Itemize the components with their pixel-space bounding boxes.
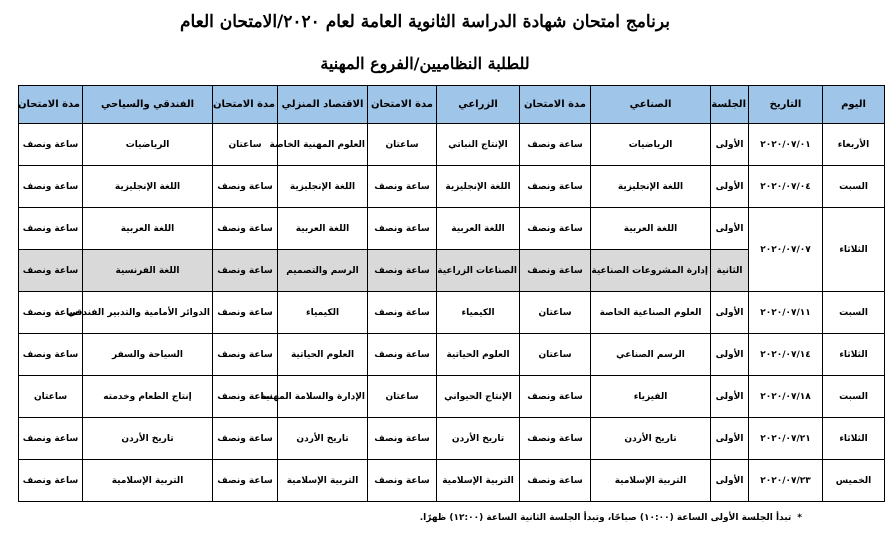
header-agricultural: الزراعي (437, 86, 520, 124)
table-row (19, 376, 885, 418)
hotel-subject: التربية الإسلامية (83, 460, 213, 502)
home-economics-subject: العلوم المهنية الخاصة (278, 124, 368, 166)
session-cell: الأولى (711, 376, 749, 418)
agricultural-subject: اللغة الإنجليزية (437, 166, 520, 208)
agricultural-subject: الصناعات الزراعية (437, 250, 520, 292)
agricultural-duration: ساعتان (368, 376, 437, 418)
day-cell: الأربعاء (823, 124, 885, 166)
date-cell: ٢٠٢٠/٠٧/٠١ (749, 124, 823, 166)
day-cell: الثلاثاء (823, 418, 885, 460)
industrial-duration: ساعة ونصف (520, 250, 591, 292)
home-economics-subject: الكيمياء (278, 292, 368, 334)
header-duration: مدة الامتحان (19, 86, 83, 124)
industrial-subject: العلوم الصناعية الخاصة (591, 292, 711, 334)
hotel-subject: اللغة الإنجليزية (83, 166, 213, 208)
hotel-duration: ساعة ونصف (19, 334, 83, 376)
industrial-subject: التربية الإسلامية (591, 460, 711, 502)
day-cell: الثلاثاء (823, 334, 885, 376)
hotel-duration: ساعة ونصف (19, 208, 83, 250)
table-row (19, 334, 885, 376)
hotel-duration: ساعة ونصف (19, 292, 83, 334)
date-cell: ٢٠٢٠/٠٧/٠٧ (749, 208, 823, 292)
session-cell: الأولى (711, 460, 749, 502)
date-cell: ٢٠٢٠/٠٧/١٨ (749, 376, 823, 418)
date-cell: ٢٠٢٠/٠٧/٠٤ (749, 166, 823, 208)
industrial-subject: إدارة المشروعات الصناعية (591, 250, 711, 292)
home-economics-duration: ساعة ونصف (213, 166, 278, 208)
hotel-subject: إنتاج الطعام وخدمته (83, 376, 213, 418)
agricultural-subject: العلوم الحياتية (437, 334, 520, 376)
hotel-subject: اللغة الفرنسية (83, 250, 213, 292)
agricultural-duration: ساعة ونصف (368, 460, 437, 502)
industrial-duration: ساعة ونصف (520, 124, 591, 166)
header-day: اليوم (823, 86, 885, 124)
home-economics-duration: ساعة ونصف (213, 418, 278, 460)
agricultural-subject: التربية الإسلامية (437, 460, 520, 502)
hotel-duration: ساعة ونصف (19, 250, 83, 292)
hotel-duration: ساعة ونصف (19, 460, 83, 502)
agricultural-duration: ساعة ونصف (368, 166, 437, 208)
table-row (19, 460, 885, 502)
date-cell: ٢٠٢٠/٠٧/٢٣ (749, 460, 823, 502)
session-cell: الأولى (711, 334, 749, 376)
hotel-subject: الدوائر الأمامية والتدبير الفندقي (83, 292, 213, 334)
home-economics-subject: العلوم الحياتية (278, 334, 368, 376)
day-cell: السبت (823, 376, 885, 418)
table-row (19, 208, 885, 250)
header-duration: مدة الامتحان (213, 86, 278, 124)
home-economics-duration: ساعة ونصف (213, 208, 278, 250)
home-economics-duration: ساعتان (213, 124, 278, 166)
session-cell: الأولى (711, 418, 749, 460)
hotel-duration: ساعة ونصف (19, 124, 83, 166)
industrial-duration: ساعة ونصف (520, 208, 591, 250)
date-cell: ٢٠٢٠/٠٧/١٤ (749, 334, 823, 376)
session-cell: الأولى (711, 124, 749, 166)
home-economics-duration: ساعة ونصف (213, 250, 278, 292)
table-row (19, 166, 885, 208)
industrial-subject: الفيزياء (591, 376, 711, 418)
agricultural-subject: الإنتاج الحيواني (437, 376, 520, 418)
home-economics-subject: اللغة العربية (278, 208, 368, 250)
home-economics-duration: ساعة ونصف (213, 292, 278, 334)
industrial-duration: ساعتان (520, 292, 591, 334)
home-economics-subject: الإدارة والسلامة المهنية (278, 376, 368, 418)
header-session: الجلسة (711, 86, 749, 124)
hotel-subject: اللغة العربية (83, 208, 213, 250)
industrial-duration: ساعة ونصف (520, 376, 591, 418)
hotel-subject: تاريخ الأردن (83, 418, 213, 460)
home-economics-subject: تاريخ الأردن (278, 418, 368, 460)
header-duration: مدة الامتحان (520, 86, 591, 124)
agricultural-duration: ساعة ونصف (368, 292, 437, 334)
hotel-duration: ساعتان (19, 376, 83, 418)
industrial-subject: تاريخ الأردن (591, 418, 711, 460)
day-cell: الثلاثاء (823, 208, 885, 292)
header-duration: مدة الامتحان (368, 86, 437, 124)
header-date: التاريخ (749, 86, 823, 124)
session-cell: الأولى (711, 292, 749, 334)
session-cell: الأولى (711, 166, 749, 208)
industrial-subject: الرياضيات (591, 124, 711, 166)
agricultural-duration: ساعة ونصف (368, 334, 437, 376)
home-economics-subject: الرسم والتصميم (278, 250, 368, 292)
session-cell: الأولى (711, 208, 749, 250)
agricultural-subject: الكيمياء (437, 292, 520, 334)
footnote-star: * (797, 513, 802, 523)
page-subtitle: للطلبة النظاميين/الفروع المهنية (320, 54, 530, 73)
industrial-subject: اللغة العربية (591, 208, 711, 250)
hotel-subject: السياحة والسفر (83, 334, 213, 376)
header-row (19, 86, 885, 124)
agricultural-subject: تاريخ الأردن (437, 418, 520, 460)
footnote (420, 513, 802, 523)
page-title: برنامج امتحان شهادة الدراسة الثانوية العامة لعام ٢٠٢٠/الامتحان العام (180, 12, 670, 32)
header-hotel-tourism: الفندقي والسياحي (83, 86, 213, 124)
header-industrial: الصناعي (591, 86, 711, 124)
exam-schedule-table (18, 85, 885, 502)
industrial-duration: ساعة ونصف (520, 418, 591, 460)
agricultural-duration: ساعة ونصف (368, 418, 437, 460)
day-cell: السبت (823, 292, 885, 334)
industrial-subject: اللغة الإنجليزية (591, 166, 711, 208)
agricultural-duration: ساعة ونصف (368, 208, 437, 250)
day-cell: الخميس (823, 460, 885, 502)
day-cell: السبت (823, 166, 885, 208)
industrial-duration: ساعة ونصف (520, 166, 591, 208)
hotel-subject: الرياضيات (83, 124, 213, 166)
header-home-economics: الاقتصاد المنزلي (278, 86, 368, 124)
agricultural-subject: الإنتاج النباتي (437, 124, 520, 166)
industrial-duration: ساعة ونصف (520, 460, 591, 502)
home-economics-subject: التربية الإسلامية (278, 460, 368, 502)
home-economics-subject: اللغة الإنجليزية (278, 166, 368, 208)
table-row (19, 124, 885, 166)
table-row (19, 292, 885, 334)
agricultural-subject: اللغة العربية (437, 208, 520, 250)
industrial-subject: الرسم الصناعي (591, 334, 711, 376)
industrial-duration: ساعتان (520, 334, 591, 376)
home-economics-duration: ساعة ونصف (213, 334, 278, 376)
date-cell: ٢٠٢٠/٠٧/٢١ (749, 418, 823, 460)
home-economics-duration: ساعة ونصف (213, 460, 278, 502)
home-economics-duration: ساعة ونصف (213, 376, 278, 418)
agricultural-duration: ساعتان (368, 124, 437, 166)
session-cell: الثانية (711, 250, 749, 292)
agricultural-duration: ساعة ونصف (368, 250, 437, 292)
table-row (19, 418, 885, 460)
date-cell: ٢٠٢٠/٠٧/١١ (749, 292, 823, 334)
hotel-duration: ساعة ونصف (19, 418, 83, 460)
footnote-text: تبدأ الجلسة الأولى الساعة (١٠:٠٠) صباحًا، وتبدأ الجلسة الثانية الساعة (١٢:٠٠) ظهرًا. (419, 513, 792, 523)
hotel-duration: ساعة ونصف (19, 166, 83, 208)
